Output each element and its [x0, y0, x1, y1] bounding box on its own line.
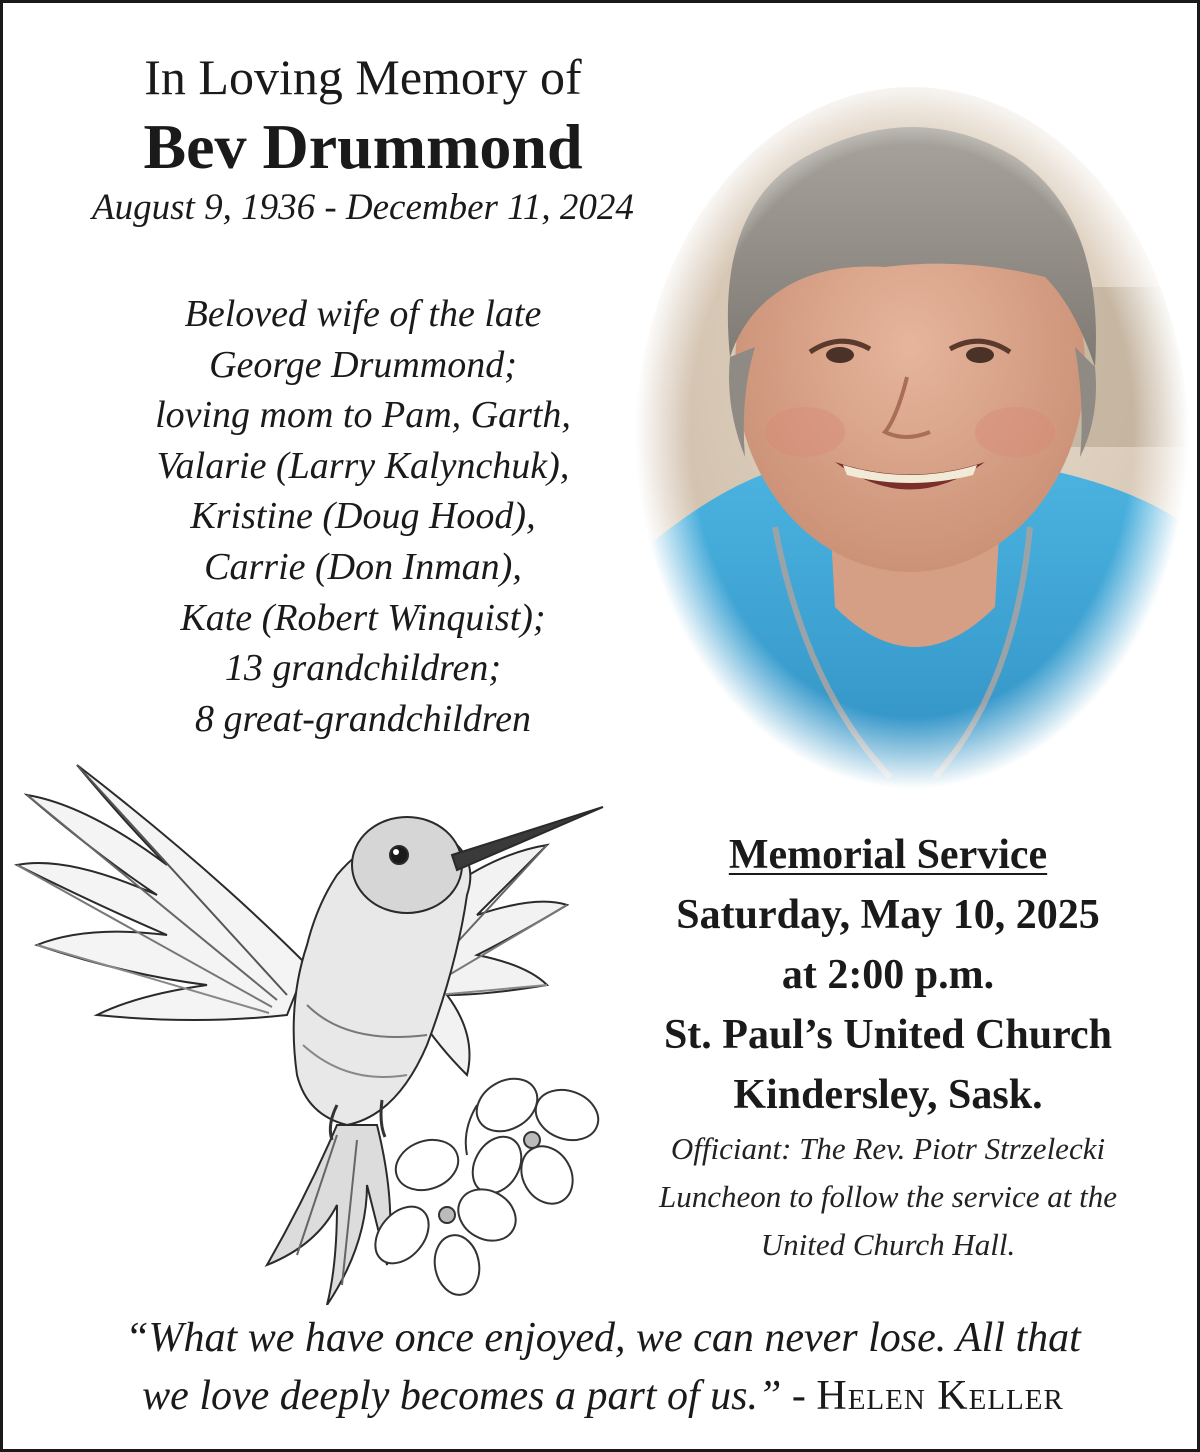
bio-line: Valarie (Larry Kalynchuk),	[156, 444, 570, 487]
bio-line: 13 grandchildren;	[224, 647, 502, 690]
memorial-service-details	[593, 825, 1183, 1269]
quote-line: “What we have once enjoyed, we can never lose. All that	[125, 1315, 1081, 1361]
bio-line: Kate (Robert Winquist);	[180, 596, 546, 639]
life-dates: August 9, 1936 - December 11, 2024	[92, 187, 634, 228]
memorial-quote	[23, 1309, 1183, 1425]
service-location: Kindersley, Sask.	[733, 1072, 1043, 1118]
bio-line: Beloved wife of the late	[184, 293, 542, 335]
service-luncheon-location: United Church Hall.	[760, 1227, 1016, 1262]
flower-illustration	[365, 1068, 606, 1298]
service-venue: St. Paul’s United Church	[663, 1012, 1113, 1058]
bio-line: Kristine (Doug Hood),	[190, 495, 536, 538]
service-date: Saturday, May 10, 2025	[676, 892, 1100, 938]
bio-line: Carrie (Don Inman),	[204, 545, 522, 588]
service-luncheon: Luncheon to follow the service at the	[658, 1179, 1118, 1214]
deceased-name: Bev Drummond	[143, 111, 583, 182]
quote-text: we love deeply becomes a part of us.” -	[142, 1373, 817, 1419]
bio-line: George Drummond;	[209, 343, 517, 386]
service-officiant: Officiant: The Rev. Piotr Strzelecki	[670, 1131, 1106, 1166]
hummingbird-illustration	[7, 745, 607, 1305]
family-tribute	[23, 289, 703, 744]
bio-line: loving mom to Pam, Garth,	[155, 394, 571, 437]
bio-line: 8 great-grandchildren	[195, 697, 531, 740]
service-heading: Memorial Service	[728, 832, 1048, 878]
quote-author: Helen Keller	[816, 1373, 1064, 1419]
notice-intro: In Loving Memory of	[144, 49, 582, 105]
service-time: at 2:00 p.m.	[781, 952, 995, 998]
quote-line	[23, 1367, 1183, 1425]
portrait-photo	[635, 87, 1189, 803]
